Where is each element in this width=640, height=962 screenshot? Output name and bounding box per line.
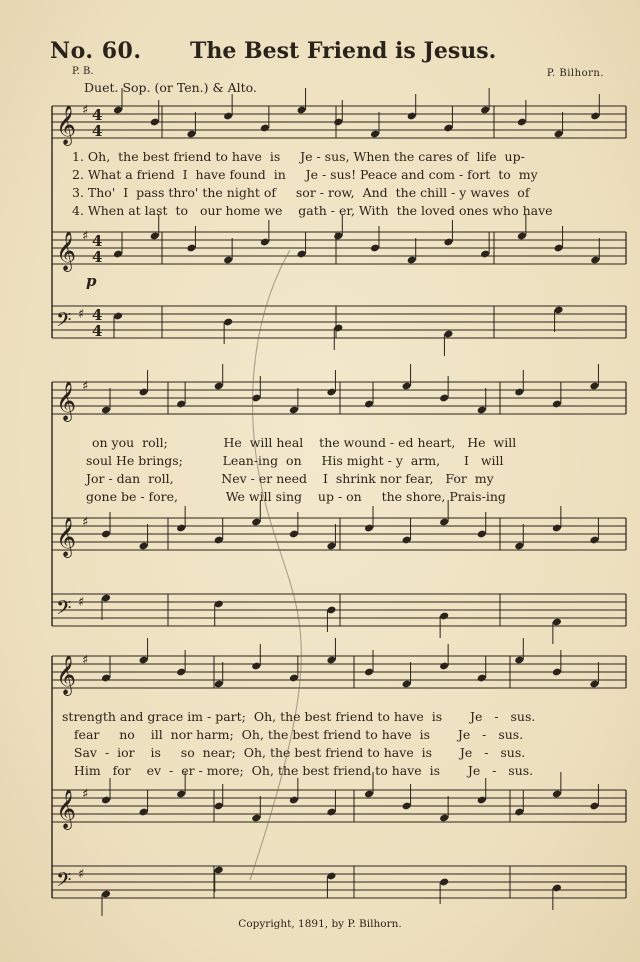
time-signature: 4 <box>92 232 103 250</box>
sharp-sign: ♯ <box>78 595 85 610</box>
treble-clef: 𝄞 <box>56 655 77 695</box>
sharp-sign: ♯ <box>82 787 89 802</box>
time-signature: 4 <box>92 306 103 324</box>
sharp-sign: ♯ <box>82 229 89 244</box>
words-author: P. B. <box>72 66 94 77</box>
music-composer: P. Bilhorn. <box>546 68 604 79</box>
bass-clef: 𝄢 <box>56 308 72 336</box>
lyric-line: 4. When at last to our home we gath - er, With the loved ones who have <box>72 203 553 218</box>
lyric-line: 3. Tho' I pass thro' the night of sor - row, And the chill - y waves of <box>72 185 530 200</box>
sharp-sign: ♯ <box>82 653 89 668</box>
sharp-sign: ♯ <box>82 103 89 118</box>
lyric-line: gone be - fore, We will sing up - on the shore, Prais-ing <box>86 489 506 504</box>
bass-clef: 𝄢 <box>56 868 72 896</box>
treble-clef: 𝄞 <box>56 381 77 421</box>
time-signature: 4 <box>92 122 103 140</box>
copyright-notice: Copyright, 1891, by P. Bilhorn. <box>238 918 402 930</box>
treble-clef: 𝄞 <box>56 517 77 557</box>
lyric-line: Sav - ior is so near; Oh, the best friend to have is Je - sus. <box>62 745 526 760</box>
time-signature: 4 <box>92 106 103 124</box>
lyric-line: Jor - dan roll, Nev - er need I shrink nor fear, For my <box>86 471 494 486</box>
lyric-line: on you roll; He will heal the wound - ed heart, He will <box>92 435 517 450</box>
time-signature: 4 <box>92 322 103 340</box>
lyric-line: strength and grace im - part; Oh, the best friend to have is Je - sus. <box>62 709 536 724</box>
lyric-line: Him for ev - er - more; Oh, the best friend to have is Je - sus. <box>62 763 534 778</box>
lyric-line: fear no ill nor harm; Oh, the best friend to have is Je - sus. <box>62 727 524 742</box>
hymn-title: The Best Friend is Jesus. <box>190 38 497 64</box>
lyric-line: 1. Oh, the best friend to have is Je - sus, When the cares of life up- <box>72 149 525 164</box>
sharp-sign: ♯ <box>82 379 89 394</box>
dynamic-marking: p <box>86 272 97 290</box>
treble-clef: 𝄞 <box>56 105 77 145</box>
sharp-sign: ♯ <box>78 867 85 882</box>
voicing-instruction: Duet. Sop. (or Ten.) & Alto. <box>84 80 257 95</box>
sharp-sign: ♯ <box>82 515 89 530</box>
lyric-line: soul He brings; Lean-ing on His might - y arm, I will <box>86 453 504 468</box>
time-signature: 4 <box>92 248 103 266</box>
sharp-sign: ♯ <box>78 307 85 322</box>
treble-clef: 𝄞 <box>56 789 77 829</box>
bass-clef: 𝄢 <box>56 596 72 624</box>
hymn-number: No. 60. <box>50 38 142 64</box>
pencil-mark <box>250 250 301 880</box>
treble-clef: 𝄞 <box>56 231 77 271</box>
lyric-line: 2. What a friend I have found in Je - sus! Peace and com - fort to my <box>72 167 538 182</box>
